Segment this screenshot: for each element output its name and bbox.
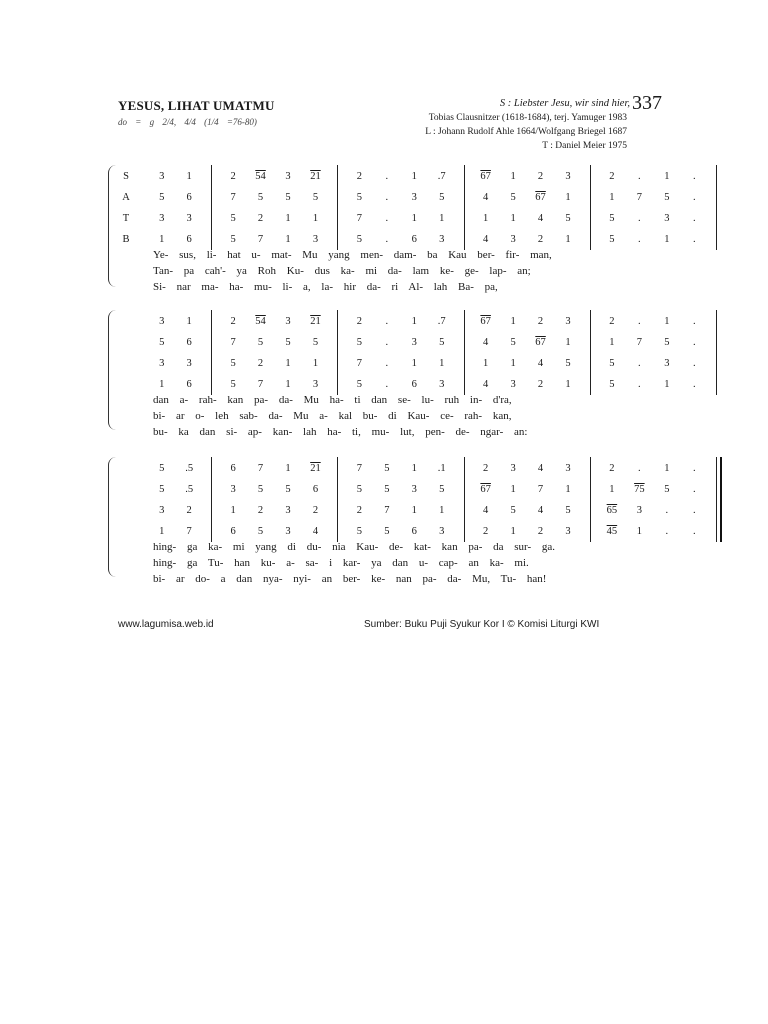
voice-label: A xyxy=(122,192,130,203)
note: 1 xyxy=(664,234,670,245)
note: 4 xyxy=(312,526,319,537)
note: 2 xyxy=(257,358,264,369)
note: 4 xyxy=(483,337,489,348)
lyric-line: dan a- rah- kan pa- da- Mu ha- ti dan se- lu- ruh in- d'ra, xyxy=(153,394,512,406)
note: 3 xyxy=(186,358,192,369)
note: . xyxy=(692,505,696,516)
note: 5 xyxy=(384,526,390,537)
note: . xyxy=(638,316,641,327)
note: 5 xyxy=(285,484,291,495)
note: 1 xyxy=(565,484,571,495)
note: 3 xyxy=(159,358,165,369)
note: 3 xyxy=(159,213,165,224)
key-signature: do = g 2/4, 4/4 (1/4 =76-80) xyxy=(118,117,257,127)
note: 6 xyxy=(186,337,192,348)
note: 4 xyxy=(537,358,544,369)
voice-label: B xyxy=(122,234,130,245)
note: . xyxy=(665,526,669,537)
note: 5 xyxy=(257,192,264,203)
note: 2 xyxy=(537,526,544,537)
note: 7 xyxy=(356,358,362,369)
note: 5 xyxy=(609,358,615,369)
note: 5 xyxy=(356,526,362,537)
voice-row xyxy=(108,316,696,330)
voice-row xyxy=(108,213,696,227)
note: . xyxy=(638,234,641,245)
note: . xyxy=(385,316,389,327)
note: 1 xyxy=(285,463,291,474)
note: 1 xyxy=(285,213,291,224)
note: . xyxy=(692,379,696,390)
note: 3 xyxy=(664,358,670,369)
voice-row xyxy=(108,379,696,393)
note: 54 xyxy=(255,316,266,327)
note: . xyxy=(385,192,389,203)
note: 5 xyxy=(565,505,571,516)
note: 6 xyxy=(411,526,417,537)
note: 2 xyxy=(609,171,615,182)
note: 4 xyxy=(483,505,489,516)
note: 3 xyxy=(230,484,236,495)
note: 7 xyxy=(257,379,264,390)
note: 5 xyxy=(384,484,390,495)
hymn-title: YESUS, LIHAT UMATMU xyxy=(118,98,275,113)
note: 5 xyxy=(312,337,319,348)
note: .7 xyxy=(437,171,446,182)
note: . xyxy=(692,337,696,348)
note: . xyxy=(385,379,389,390)
voice-row xyxy=(108,484,696,498)
note: 4 xyxy=(537,463,544,474)
credit-text: Tobias Clausnitzer (1618-1684), terj. Yamuger 1983 xyxy=(428,113,627,123)
note: 2 xyxy=(537,316,544,327)
note: 7 xyxy=(257,463,264,474)
note: 5 xyxy=(312,192,319,203)
note: . xyxy=(638,463,641,474)
note: . xyxy=(385,234,389,245)
lyric-line: hing- ga Tu- han ku- a- sa- i kar- ya dan u- cap- an ka- mi. xyxy=(153,557,529,569)
note: 1 xyxy=(609,484,615,495)
note: 3 xyxy=(411,337,417,348)
note: 5 xyxy=(565,358,571,369)
note: 3 xyxy=(285,505,291,516)
note: 5 xyxy=(257,484,264,495)
note: 7 xyxy=(230,192,236,203)
note: 1 xyxy=(411,213,417,224)
note: 3 xyxy=(636,505,642,516)
note: 5 xyxy=(230,379,236,390)
lyric-line: bi- ar do- a dan nya- nyi- an ber- ke- nan pa- da- Mu, Tu- han! xyxy=(153,573,547,585)
note: . xyxy=(638,213,641,224)
note: 75 xyxy=(634,484,645,495)
note: 3 xyxy=(565,171,571,182)
note: 2 xyxy=(483,463,489,474)
note: 5 xyxy=(159,463,165,474)
note: 3 xyxy=(565,526,571,537)
note: . xyxy=(638,379,641,390)
note: 2 xyxy=(186,505,192,516)
note: 5 xyxy=(609,234,615,245)
note: . xyxy=(692,171,696,182)
note: 1 xyxy=(411,171,417,182)
note: 4 xyxy=(483,192,489,203)
note: . xyxy=(692,463,696,474)
note: 2 xyxy=(230,171,236,182)
note: 67 xyxy=(480,171,491,182)
note: 2 xyxy=(356,171,362,182)
note: 4 xyxy=(537,213,544,224)
note: 2 xyxy=(609,316,615,327)
note: 3 xyxy=(285,316,291,327)
note: 7 xyxy=(356,213,362,224)
source-tune: S : Liebster Jesu, wir sind hier, xyxy=(499,98,630,109)
note: 2 xyxy=(537,234,544,245)
note: 5 xyxy=(356,484,362,495)
end-bar-line xyxy=(716,457,717,542)
note: . xyxy=(692,234,696,245)
note: .1 xyxy=(437,463,446,474)
note: . xyxy=(692,358,696,369)
lyric-line: Tan- pa cah'- ya Roh Ku- dus ka- mi da- lam ke- ge- lap- an; xyxy=(153,265,531,277)
note: 3 xyxy=(159,171,165,182)
note: 3 xyxy=(411,192,417,203)
note: 6 xyxy=(411,234,417,245)
note: 5 xyxy=(439,484,445,495)
note: 1 xyxy=(159,379,165,390)
note: 5 xyxy=(159,337,165,348)
note: 1 xyxy=(510,316,516,327)
lyric-line: hing- ga ka- mi yang di du- nia Kau- de- kat- kan pa- da sur- ga. xyxy=(153,541,556,553)
voice-row xyxy=(108,337,696,351)
note: 3 xyxy=(439,234,445,245)
note: 3 xyxy=(186,213,192,224)
note: 5 xyxy=(356,234,362,245)
lyric-line: Si- nar ma- ha- mu- li- a, la- hir da- ri Al- lah Ba- pa, xyxy=(153,281,498,293)
note: 5 xyxy=(510,505,516,516)
note: 1 xyxy=(186,171,192,182)
note: 3 xyxy=(312,234,319,245)
note: 7 xyxy=(636,192,642,203)
note: 1 xyxy=(285,379,291,390)
note: 7 xyxy=(356,463,362,474)
note: 2 xyxy=(257,213,264,224)
note: 3 xyxy=(510,379,516,390)
note: . xyxy=(385,337,389,348)
note: 5 xyxy=(384,463,390,474)
note: 1 xyxy=(510,484,516,495)
note: 5 xyxy=(285,192,291,203)
note: 2 xyxy=(312,505,319,516)
note: 7 xyxy=(186,526,192,537)
note: 6 xyxy=(230,526,236,537)
note: 5 xyxy=(356,379,362,390)
note: . xyxy=(638,171,641,182)
note: 5 xyxy=(159,192,165,203)
note: 5 xyxy=(439,337,445,348)
note: 1 xyxy=(411,316,417,327)
note: 4 xyxy=(537,505,544,516)
note: 7 xyxy=(537,484,544,495)
note: 5 xyxy=(159,484,165,495)
note: 45 xyxy=(606,526,618,537)
note: 21 xyxy=(310,463,321,474)
footer-website[interactable]: www.lagumisa.web.id xyxy=(118,619,214,630)
note: 5 xyxy=(257,337,264,348)
note: . xyxy=(385,358,389,369)
note: 1 xyxy=(285,358,291,369)
note: 65 xyxy=(606,505,618,516)
note: 1 xyxy=(312,213,319,224)
note: 1 xyxy=(439,213,445,224)
note: 1 xyxy=(510,526,516,537)
note: . xyxy=(692,316,696,327)
note: .5 xyxy=(185,484,194,495)
note: 1 xyxy=(664,316,670,327)
voice-row xyxy=(108,234,696,248)
note: 1 xyxy=(159,234,165,245)
voice-row xyxy=(108,358,696,372)
credit-music: L : Johann Rudolf Ahle 1664/Wolfgang Briegel 1687 xyxy=(425,127,627,137)
note: . xyxy=(692,484,696,495)
note: 7 xyxy=(384,505,390,516)
note: 67 xyxy=(535,337,546,348)
note: 1 xyxy=(510,171,516,182)
note: 1 xyxy=(159,526,165,537)
note: 1 xyxy=(230,505,236,516)
note: 1 xyxy=(411,505,417,516)
note: 2 xyxy=(230,316,236,327)
note: 2 xyxy=(483,526,489,537)
note: 3 xyxy=(510,234,516,245)
note: 1 xyxy=(285,234,291,245)
note: 1 xyxy=(439,505,445,516)
note: 5 xyxy=(510,337,516,348)
note: 4 xyxy=(483,234,489,245)
end-bar-line xyxy=(716,165,717,250)
note: 7 xyxy=(230,337,236,348)
note: .7 xyxy=(437,316,446,327)
note: 3 xyxy=(439,379,445,390)
note: . xyxy=(385,213,389,224)
note: 2 xyxy=(609,463,615,474)
note: 1 xyxy=(609,337,615,348)
note: 7 xyxy=(257,234,264,245)
note: 3 xyxy=(159,316,165,327)
note: 21 xyxy=(310,171,321,182)
note: 5 xyxy=(356,192,362,203)
note: 1 xyxy=(483,213,489,224)
note: 5 xyxy=(664,192,670,203)
note: 1 xyxy=(565,192,571,203)
note: 1 xyxy=(186,316,192,327)
voice-row xyxy=(108,505,696,519)
note: 67 xyxy=(480,316,491,327)
voice-row xyxy=(108,526,696,540)
note: . xyxy=(638,358,641,369)
note: 1 xyxy=(664,463,670,474)
note: 3 xyxy=(312,379,319,390)
note: . xyxy=(385,171,389,182)
note: 2 xyxy=(356,316,362,327)
note: 5 xyxy=(230,358,236,369)
note: 1 xyxy=(565,337,571,348)
note: 5 xyxy=(230,234,236,245)
note: 6 xyxy=(186,234,192,245)
voice-label: T xyxy=(122,213,130,224)
note: 5 xyxy=(230,213,236,224)
note: 3 xyxy=(411,484,417,495)
note: 4 xyxy=(483,379,489,390)
note: 5 xyxy=(510,192,516,203)
end-bar-line xyxy=(716,310,717,395)
note: 3 xyxy=(565,316,571,327)
note: 2 xyxy=(356,505,362,516)
voice-label: S xyxy=(123,171,129,182)
note: 5 xyxy=(609,213,615,224)
note: 1 xyxy=(510,213,516,224)
note: 1 xyxy=(439,358,445,369)
note: . xyxy=(692,192,696,203)
lyric-line: Ye- sus, li- hat u- mat- Mu yang men- dam- ba Kau ber- fir- man, xyxy=(153,249,552,261)
note: 6 xyxy=(230,463,236,474)
note: 1 xyxy=(483,358,489,369)
note: 6 xyxy=(186,192,192,203)
note: 2 xyxy=(537,379,544,390)
note: 1 xyxy=(664,171,670,182)
note: 3 xyxy=(159,505,165,516)
final-bar-line xyxy=(720,457,722,542)
voice-row xyxy=(108,463,696,477)
hymn-number: 337 xyxy=(632,92,662,114)
note: 6 xyxy=(411,379,417,390)
note: 5 xyxy=(439,192,445,203)
note: 1 xyxy=(565,379,571,390)
note: . xyxy=(665,505,669,516)
note: 5 xyxy=(609,379,615,390)
note: 3 xyxy=(510,463,516,474)
note: 5 xyxy=(664,484,670,495)
note: 5 xyxy=(565,213,571,224)
note: 1 xyxy=(411,358,417,369)
lyric-line: bi- ar o- leh sab- da- Mu a- kal bu- di Kau- ce- rah- kan, xyxy=(153,410,512,422)
note: 1 xyxy=(312,358,319,369)
note: 2 xyxy=(537,171,544,182)
note: . xyxy=(692,213,696,224)
note: 67 xyxy=(535,192,546,203)
note: 5 xyxy=(257,526,264,537)
note: 67 xyxy=(480,484,491,495)
note: 1 xyxy=(565,234,571,245)
note: 6 xyxy=(186,379,192,390)
note: 1 xyxy=(664,379,670,390)
footer-source: Sumber: Buku Puji Syukur Kor I © Komisi Liturgi KWI xyxy=(364,619,600,630)
note: 1 xyxy=(510,358,516,369)
lyric-line: bu- ka dan si- ap- kan- lah ha- ti, mu- lut, pen- de- ngar- an: xyxy=(153,426,528,438)
note: 1 xyxy=(411,463,417,474)
note: 1 xyxy=(636,526,642,537)
note: 5 xyxy=(356,337,362,348)
note: . xyxy=(692,526,696,537)
note: 21 xyxy=(310,316,321,327)
note: 5 xyxy=(285,337,291,348)
note: 3 xyxy=(285,171,291,182)
note: 3 xyxy=(565,463,571,474)
note: 7 xyxy=(636,337,642,348)
note: 3 xyxy=(439,526,445,537)
note: 1 xyxy=(609,192,615,203)
note: .5 xyxy=(185,463,194,474)
note: 5 xyxy=(664,337,670,348)
note: 2 xyxy=(257,505,264,516)
credit-arrangement: T : Daniel Meier 1975 xyxy=(542,141,627,151)
note: 3 xyxy=(664,213,670,224)
note: 54 xyxy=(255,171,266,182)
note: 3 xyxy=(285,526,291,537)
note: 6 xyxy=(312,484,319,495)
voice-row xyxy=(108,192,696,206)
voice-row xyxy=(108,171,696,185)
